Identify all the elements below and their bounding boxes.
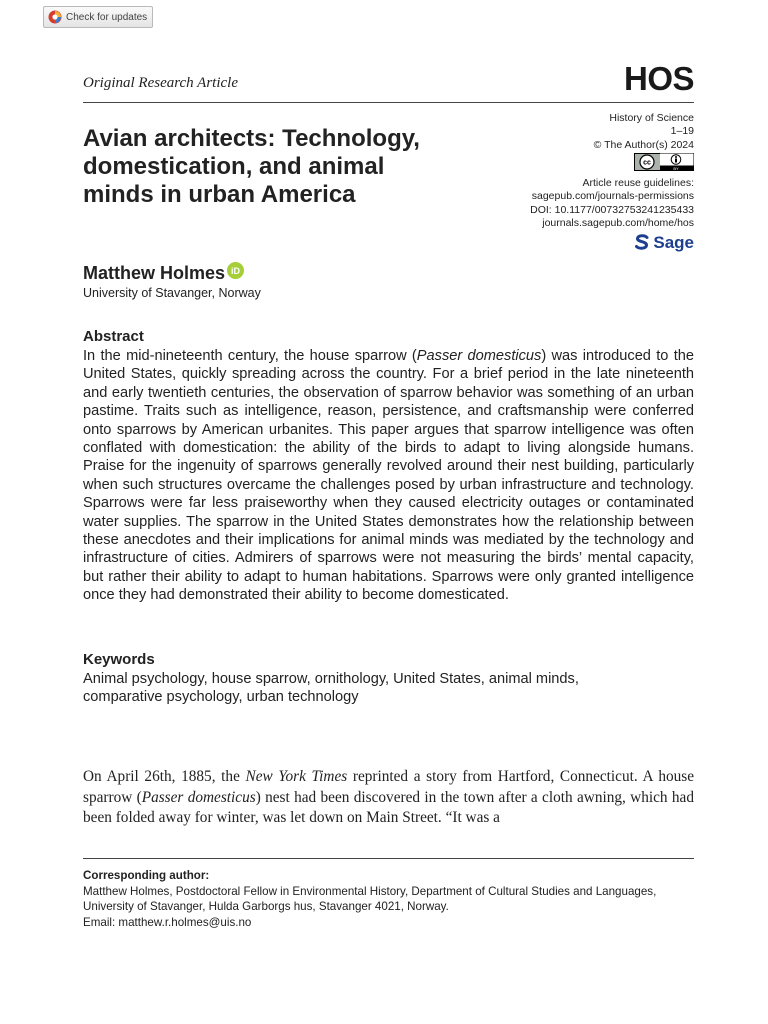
title-line: minds in urban America	[83, 181, 356, 208]
title-line: domestication, and animal	[83, 153, 385, 180]
orcid-icon[interactable]: iD	[227, 262, 244, 279]
author-affiliation: University of Stavanger, Norway	[83, 286, 261, 300]
permissions-link[interactable]: sagepub.com/journals-permissions	[531, 190, 694, 203]
check-for-updates-button[interactable]	[43, 6, 153, 28]
corresponding-author-details: Matthew Holmes, Postdoctoral Fellow in Environmental History, Department of Cultural Studies and Languages, University of Stavanger, Hulda Garborgs hus, Stavanger 4021, Norway.	[83, 884, 657, 914]
keywords-heading: Keywords	[83, 651, 155, 668]
keywords-text: Animal psychology, house sparrow, ornithology, United States, animal minds, comparative psychology, urban technology	[83, 671, 579, 706]
svg-text:cc: cc	[643, 159, 651, 167]
abstract-text	[83, 347, 694, 605]
journal-name: History of Science	[609, 112, 694, 124]
body-segment: On April 26th, 1885, the	[83, 768, 246, 785]
article-type: Original Research Article	[83, 75, 238, 91]
title-line: Avian architects: Technology,	[83, 125, 420, 152]
abstract-segment: In the mid-nineteenth century, the house sparrow (	[83, 348, 417, 364]
doi[interactable]: DOI: 10.1177/00732753241235433	[530, 203, 694, 216]
species-name: Passer domesticus	[416, 348, 542, 364]
cc-by-icon[interactable]	[634, 153, 694, 171]
body-paragraph	[83, 767, 694, 829]
corresponding-author-label: Corresponding author:	[83, 869, 210, 882]
copyright-notice: © The Author(s) 2024	[593, 138, 694, 151]
abstract-segment: ) was introduced to the United States, quickly spreading across the country. For a brief period in the late nineteenth and early twentieth centuries, the observation of sparrow behavior was something of an urban pastime. Traits such as intelligence, reason, persistence, and craftsmanship were conferred onto sparrows by American urbanites. This paper argues that sparrow intelligence was often conflated with domestication: the ability of the birds to adapt to living alongside humans. Praise for the ingenuity of sparrows generally revolved around their nest building, particularly when such structures overcame the challenges posed by urban infrastructure and technology. Sparrows were far less praiseworthy when they caused electricity outages or contaminated water supplies. The sparrow in the United States demonstrates how the relationship between these anecdotes and their implications for animal minds was mediated by the technology and infrastructure of cities. Admirers of sparrows were not measuring the birds’ mental capacity, but rather their ability to adapt to human habitations. Sparrows were only granted intelligence once they had demonstrated their ability to become domesticated.	[83, 348, 694, 604]
journal-abbreviation: HOS	[623, 60, 694, 97]
publisher-logo	[474, 234, 694, 250]
abstract-heading: Abstract	[83, 328, 144, 345]
article-metadata	[474, 112, 694, 250]
header-divider	[83, 102, 694, 103]
check-for-updates-label: Check for updates	[66, 11, 148, 23]
species-name: Passer domesticus	[141, 788, 256, 806]
author-block	[83, 263, 244, 284]
body-segment: reprinted a story from Hartford, Connecticut. A house sparrow (	[83, 768, 695, 806]
svg-text:BY: BY	[673, 165, 679, 171]
author-name: Matthew Holmes	[83, 263, 226, 283]
body-segment: ) nest had been discovered in the town after a cloth awning, which had been folded away for winter, was let down on Main Street. “It was a	[83, 788, 694, 826]
publisher-name: Sage	[653, 232, 694, 252]
publication-title: New York Times	[245, 768, 348, 785]
reuse-guidelines-label: Article reuse guidelines:	[582, 177, 694, 190]
corresponding-author	[83, 868, 694, 930]
corresponding-author-email[interactable]: Email: matthew.r.holmes@uis.no	[83, 915, 252, 929]
footnote-divider	[83, 858, 694, 859]
page-range: 1–19	[670, 125, 694, 138]
article-title	[83, 125, 503, 209]
crossmark-icon	[48, 10, 62, 24]
sage-logo-icon	[635, 234, 649, 250]
journal-home-link[interactable]: journals.sagepub.com/home/hos	[542, 217, 694, 230]
